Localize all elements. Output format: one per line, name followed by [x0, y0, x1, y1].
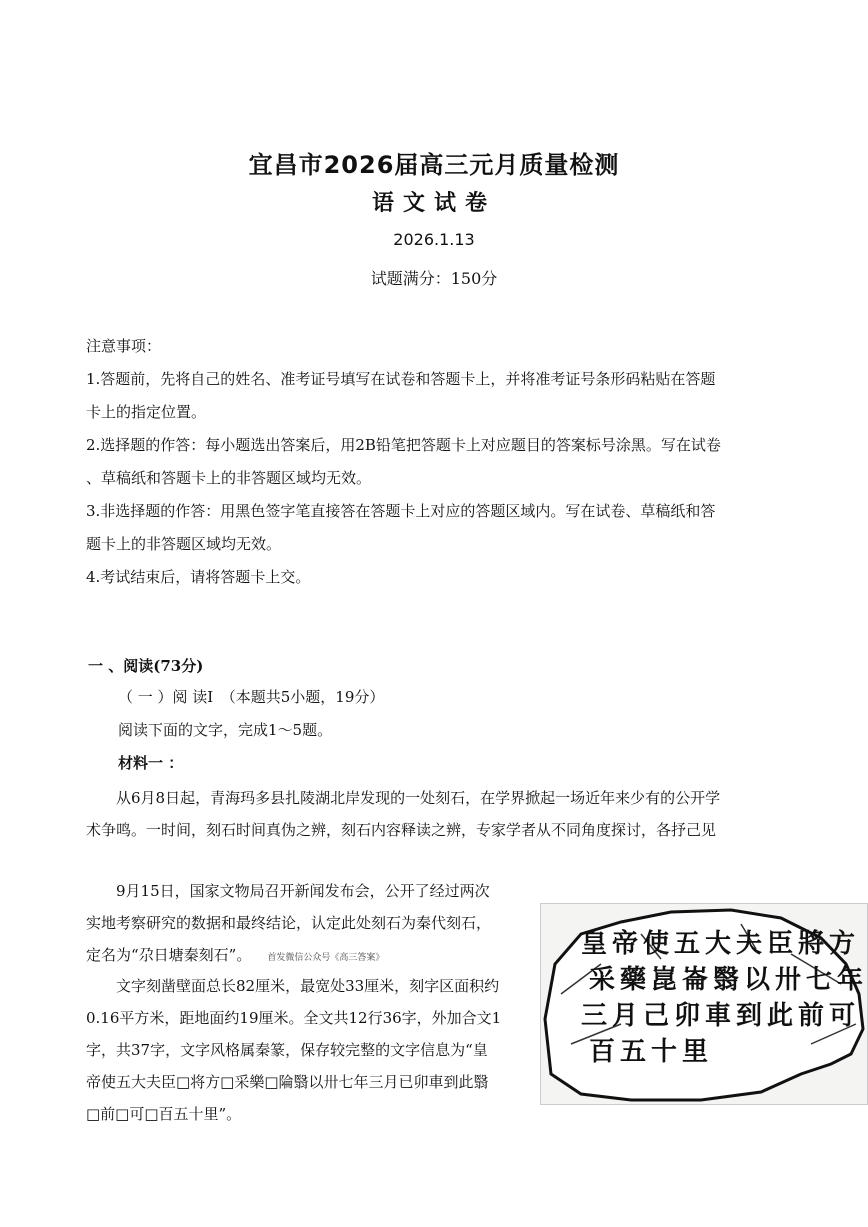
reading-instruction: 阅读下面的文字，完成1～5题。	[118, 721, 333, 739]
inscription-glyph: 月	[612, 1001, 639, 1031]
inscription-glyph: 使	[643, 929, 670, 959]
full-score: 试题满分：150分	[370, 269, 498, 288]
inscription-glyph: 卯	[674, 1001, 701, 1031]
exam-date: 2026.1.13	[393, 230, 475, 249]
inscription-glyph: 到	[736, 1001, 763, 1031]
inscription-glyph: 帝	[612, 929, 639, 959]
paragraph-line	[86, 939, 538, 974]
inscription-glyph: 五	[674, 929, 701, 959]
inscription-glyph: 翳	[713, 965, 740, 995]
inscription-glyph: 前	[798, 1001, 825, 1031]
section-heading: 一 、阅读(73分)	[88, 657, 204, 675]
inscription-glyph: 里	[682, 1037, 709, 1067]
inscription-glyph: 以	[744, 965, 771, 995]
paragraph-line: 字，共37字，文字风格属秦篆，保存较完整的文字信息为“皇	[86, 1041, 488, 1059]
notice-line: 4.考试结束后，请将答题卡上交。	[86, 568, 311, 586]
notice-line: 1.答题前，先将自己的姓名、准考证号填写在试卷和答题卡上，并将准考证号条形码粘贴在答题	[86, 370, 716, 388]
material-paragraph-2	[86, 875, 538, 974]
paragraph-line: 从6月8日起，青海玛多县扎陵湖北岸发现的一处刻石，在学界掀起一场近年来少有的公开学	[116, 789, 721, 807]
paragraph-line: 帝使五大夫臣□将方□采樂□陯翳以卅七年三月已卯車到此翳	[86, 1073, 489, 1091]
inscription-glyph: 采	[589, 965, 616, 995]
inscription-glyph: 十	[651, 1037, 678, 1067]
notice-line: 2.选择题的作答：每小题选出答案后，用2B铅笔把答题卡上对应题目的答案标号涂黑。写在试卷	[86, 436, 721, 454]
subsection-heading: （ 一 ）阅 读Ⅰ （本题共5小题，19分）	[118, 688, 385, 706]
inscription-glyph: 夫	[736, 929, 763, 959]
inscription-glyph: 年	[837, 965, 864, 995]
inscription-glyph: 七	[806, 965, 833, 995]
inscription-glyph: 皇	[581, 929, 608, 959]
inscription-glyph: 大	[705, 929, 732, 959]
paragraph-line: □前□可□百五十里”。	[86, 1105, 242, 1123]
paragraph-line: 文字刻凿壁面总长82厘米，最宽处33厘米，刻字区面积约	[116, 977, 500, 995]
inscription-glyph: 此	[767, 1001, 794, 1031]
paragraph-text: 定名为“尕日塘秦刻石”。	[86, 946, 252, 964]
notice-line: 3.非选择题的作答：用黑色签字笔直接答在答题卡上对应的答题区域内。写在试卷、草稿纸和答	[86, 502, 716, 520]
notice-heading: 注意事项：	[86, 337, 162, 355]
paragraph-line: 术争鸣。一时间，刻石时间真伪之辨，刻石内容释读之辨，专家学者从不同角度探讨，各抒己见	[86, 821, 717, 839]
inscription-glyph: 五	[620, 1037, 647, 1067]
notice-line: 、草稿纸和答题卡上的非答题区域均无效。	[86, 469, 372, 487]
exam-title: 宜昌市2026届高三元月质量检测	[248, 151, 620, 179]
watermark-text: 首发微信公众号《高三答案》	[267, 953, 385, 963]
material-paragraph-3	[86, 970, 538, 1130]
inscription-glyph: 崑	[651, 965, 678, 995]
paragraph-line: 9月15日，国家文物局召开新闻发布会，公开了经过两次	[116, 882, 490, 900]
inscription-glyph: 己	[643, 1001, 670, 1031]
inscription-glyph: 三	[581, 1001, 608, 1031]
notice-line: 卡上的指定位置。	[86, 403, 207, 421]
inscription-glyph: 可	[829, 1001, 856, 1031]
inscription-glyph: 臣	[767, 929, 794, 959]
exam-subject: 语文试卷	[371, 190, 496, 216]
paragraph-line: 实地考察研究的数据和最终结论，认定此处刻石为秦代刻石，	[86, 914, 492, 932]
stone-rubbing-graphic	[541, 904, 867, 1104]
inscription-glyph: 將	[798, 929, 825, 959]
inscription-glyph: 卅	[775, 965, 802, 995]
inscription-glyph: 百	[589, 1037, 616, 1067]
notice-line: 题卡上的非答题区域均无效。	[86, 535, 282, 553]
stone-inscription-image	[540, 903, 868, 1105]
material-paragraph-1	[86, 782, 786, 846]
inscription-glyph: 車	[705, 1001, 732, 1031]
paragraph-line: 0.16平方米，距地面约19厘米。全文共12行36字，外加合文1	[86, 1009, 502, 1027]
material-label: 材料一 ：	[118, 754, 184, 772]
inscription-glyph: 崙	[682, 965, 709, 995]
inscription-glyph: 方	[829, 929, 856, 959]
inscription-glyph: 藥	[620, 965, 647, 995]
notice-block	[86, 330, 786, 594]
